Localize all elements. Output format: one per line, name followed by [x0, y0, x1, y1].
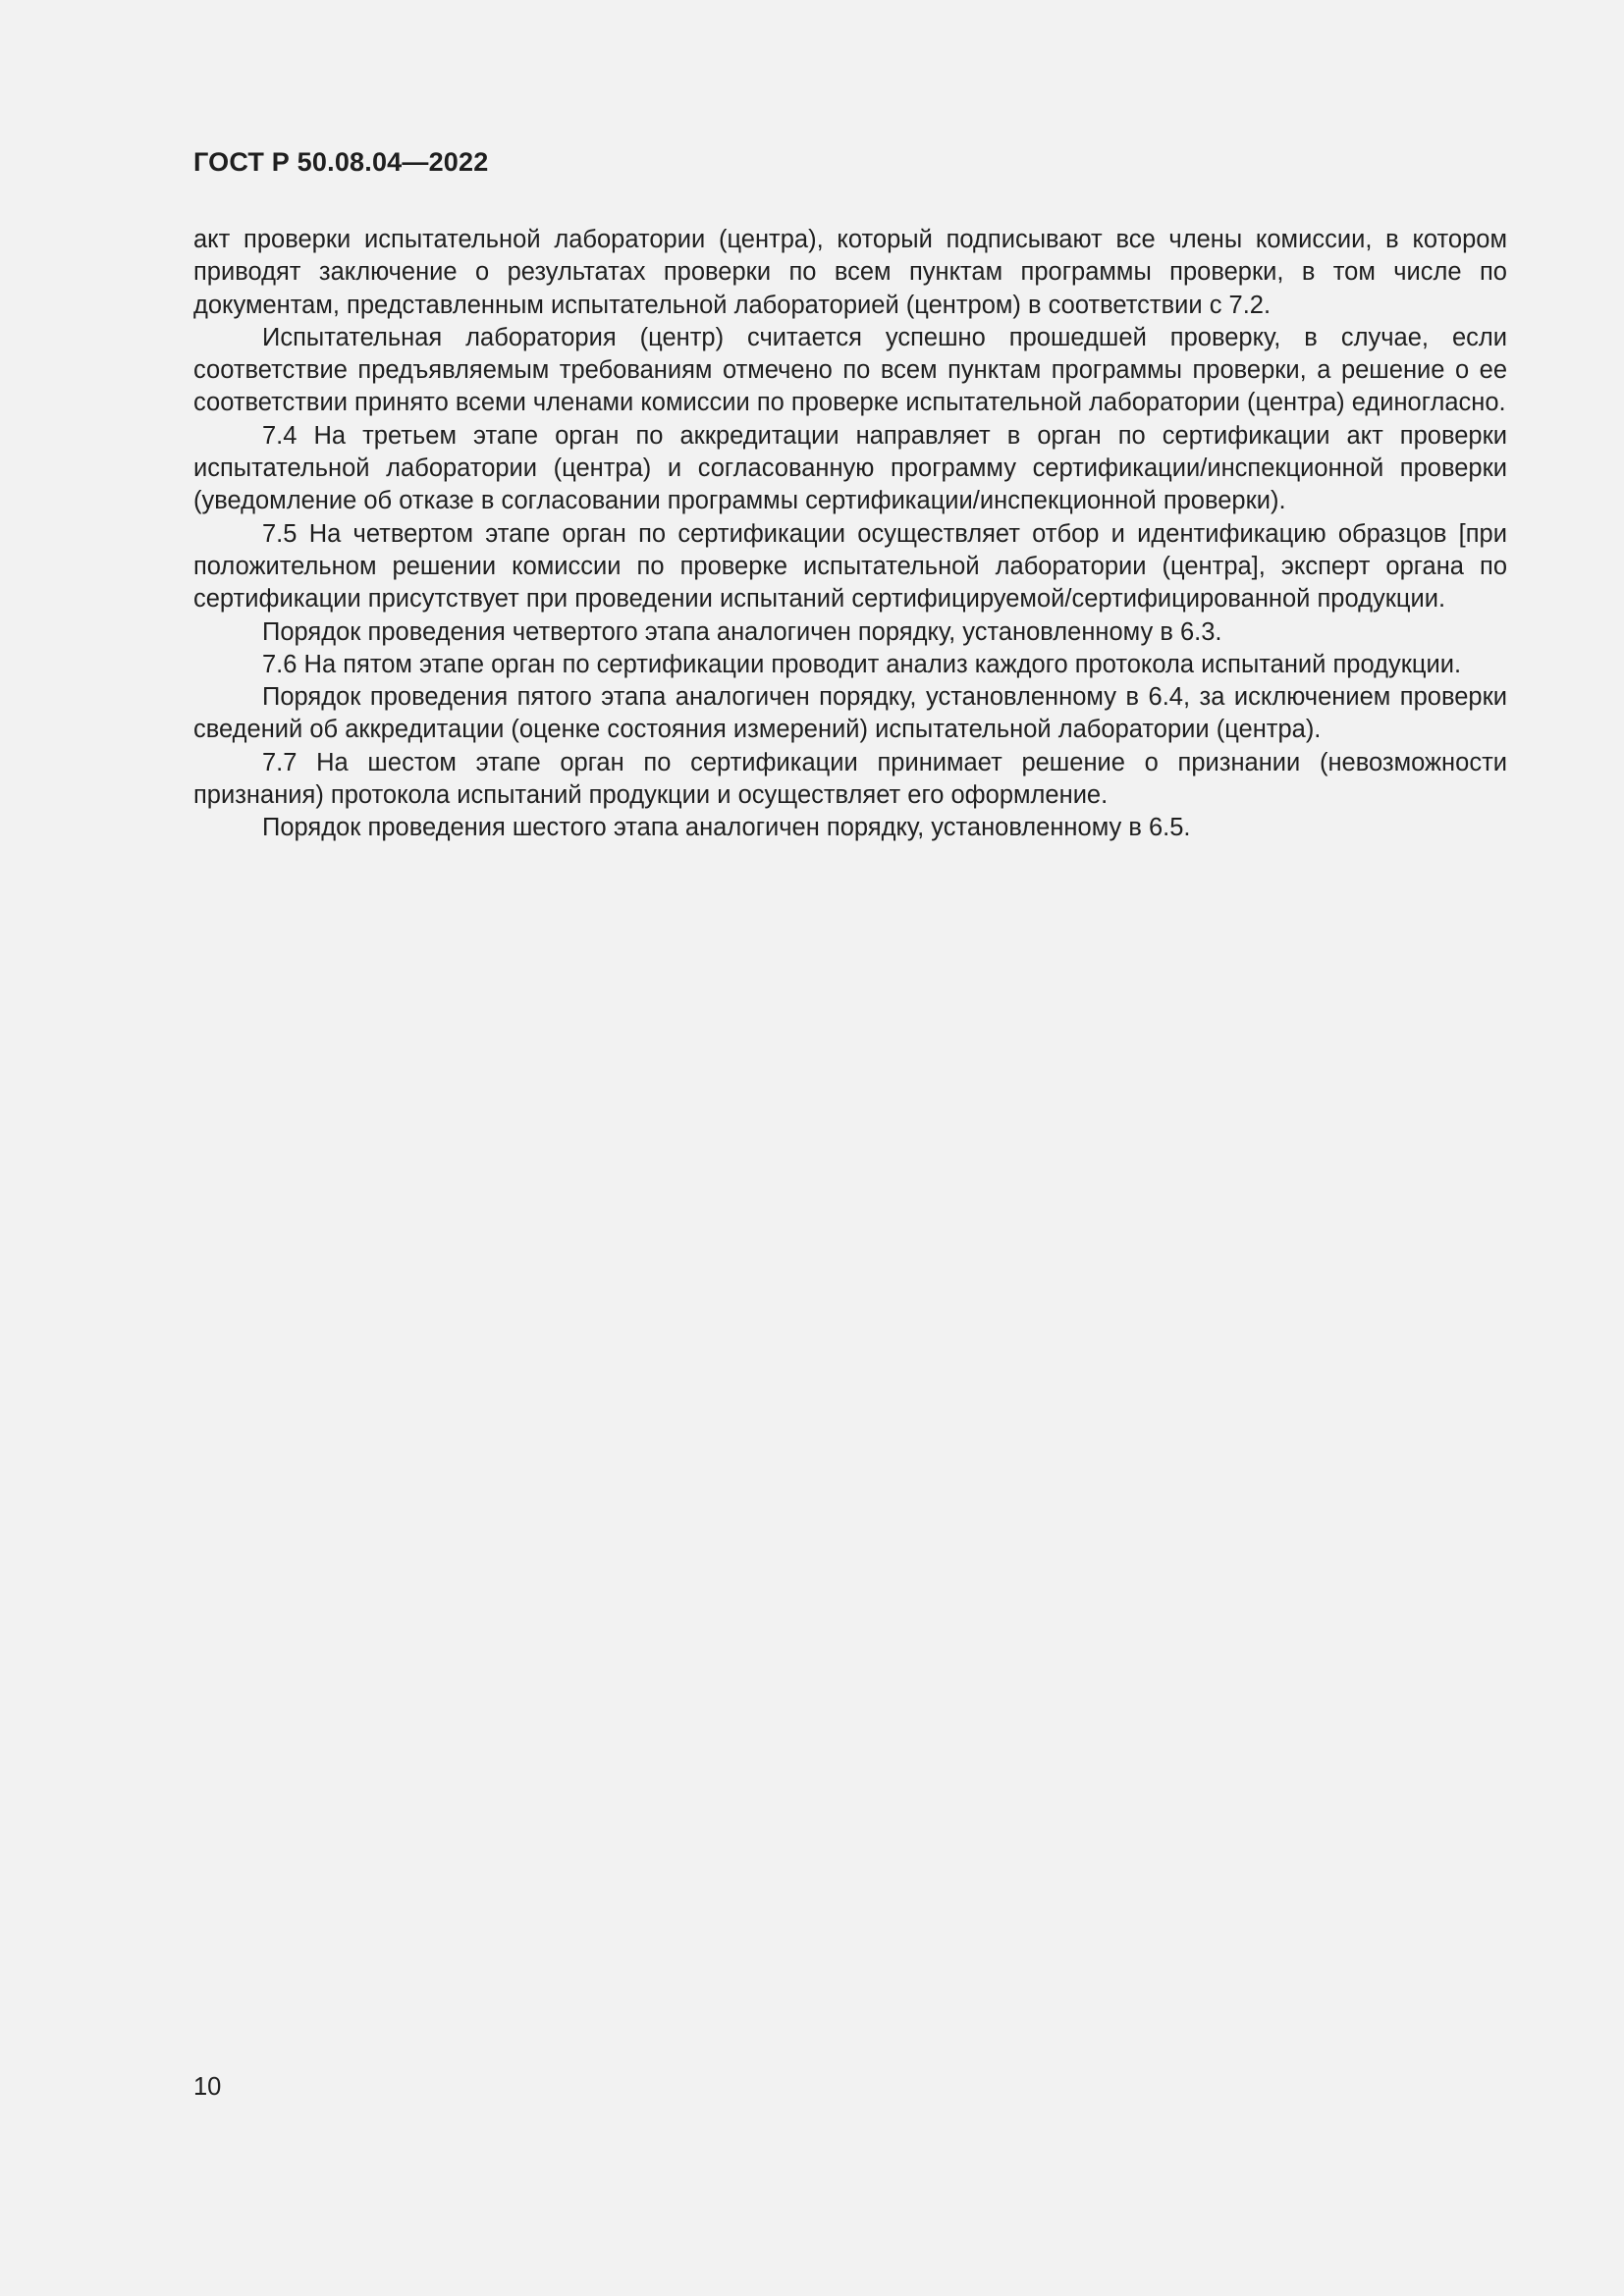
page-number: 10: [193, 2073, 222, 2101]
document-body: [193, 224, 1507, 845]
paragraph-stage-4-order: Порядок проведения четвертого этапа аналогичен порядку, установленному в 6.3.: [262, 617, 1222, 646]
paragraph-act-continuation: акт проверки испытательной лаборатории (центра), который подписывают все члены комиссии, в котором приводят заключение о результатах проверки по всем пунктам программы проверки, в том числе по документам, представленным испытательной лабораторией (центром) в соответствии с 7.2.: [193, 226, 1507, 319]
paragraph-stage-6-order: Порядок проведения шестого этапа аналогичен порядку, установленному в 6.5.: [262, 814, 1191, 842]
document-header: ГОСТ Р 50.08.04—2022: [193, 147, 489, 177]
paragraph-7-7: 7.7 На шестом этапе орган по сертификации принимает решение о признании (невозможности признания) протокола испытаний продукции и осуществляет его оформление.: [193, 748, 1507, 810]
paragraph-lab-passed: Испытательная лаборатория (центр) считается успешно прошедшей проверку, в случае, если соответствие предъявляемым требованиям отмечено по всем пунктам программы проверки, а решение о ее соответствии принято всеми членами комиссии по проверке испытательной лаборатории (центра) единогласно.: [193, 323, 1507, 417]
paragraph-7-6: 7.6 На пятом этапе орган по сертификации проводит анализ каждого протокола испытаний продукции.: [262, 650, 1462, 678]
paragraph-7-4: 7.4 На третьем этапе орган по аккредитации направляет в орган по сертификации акт проверки испытательной лаборатории (центра) и согласованную программу сертификации/инспекционной проверки (уведомление об отказе в согласовании программы сертификации/инспекционной проверки).: [193, 421, 1507, 515]
paragraph-stage-5-order: Порядок проведения пятого этапа аналогичен порядку, установленному в 6.4, за исключением проверки сведений об аккредитации (оценке состояния измерений) испытательной лаборатории (центра).: [193, 683, 1507, 744]
paragraph-7-5: 7.5 На четвертом этапе орган по сертификации осуществляет отбор и идентификацию образцов [при положительном решении комиссии по проверке испытательной лаборатории (центра], эксперт органа по сертификации присутствует при проведении испытаний сертифицируемой/сертифицированной продукции.: [193, 519, 1507, 614]
